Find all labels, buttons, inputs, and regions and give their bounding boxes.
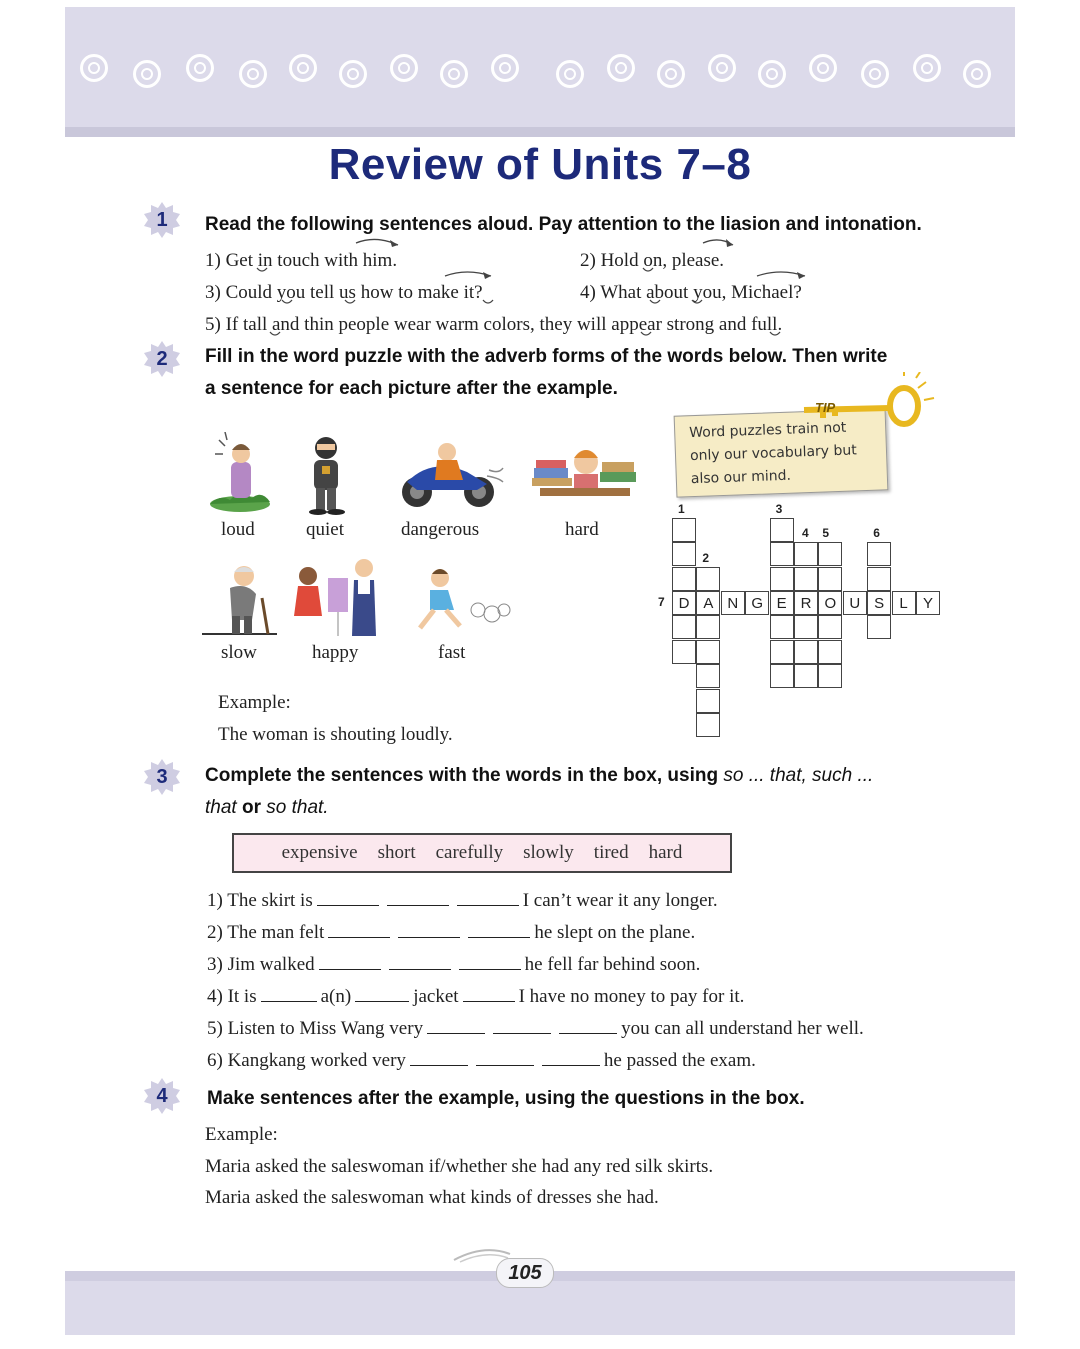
section-4-example-label: Example: [205, 1124, 278, 1145]
answer-blank[interactable] [476, 1064, 534, 1066]
sentence-4: 4) What about you, Michael? [580, 282, 802, 303]
sentence-1: 1) Get in touch with him. [205, 250, 398, 271]
puzzle-cell[interactable]: S [867, 591, 891, 615]
item-4-mid1: a(n) [320, 986, 352, 1007]
word-happy: happy [312, 642, 359, 663]
answer-blank[interactable] [389, 968, 451, 970]
tip-label: TIP [815, 400, 836, 415]
section-2-instruction-line1: Fill in the word puzzle with the adverb forms of the words below. Then write [205, 346, 888, 367]
quiet-thief-illustration [296, 430, 356, 515]
section-1-instruction: Read the following sentences aloud. Pay attention to the liasion and intonation. [205, 214, 922, 235]
puzzle-clue-number: 5 [822, 526, 830, 541]
puzzle-cell[interactable] [794, 640, 818, 664]
item-3 [207, 954, 700, 976]
puzzle-clue-number: 7 [658, 595, 665, 609]
puzzle-cell[interactable] [770, 664, 794, 688]
puzzle-cell[interactable]: D [672, 591, 696, 615]
word-loud: loud [221, 519, 255, 540]
puzzle-cell[interactable] [696, 640, 720, 664]
item-2 [207, 922, 695, 944]
item-2-post: he slept on the plane. [534, 922, 696, 943]
answer-blank[interactable] [317, 904, 379, 906]
happy-shoppers-illustration [290, 556, 385, 638]
puzzle-cell[interactable] [770, 640, 794, 664]
puzzle-clue-number: 1 [678, 501, 685, 516]
item-4 [207, 986, 744, 1008]
puzzle-cell[interactable] [672, 542, 696, 566]
item-2-pre: 2) The man felt [207, 922, 325, 943]
answer-blank[interactable] [459, 968, 521, 970]
puzzle-cell[interactable] [696, 664, 720, 688]
instr3e: so that. [266, 797, 329, 818]
box-word-carefully: carefully [435, 842, 504, 863]
puzzle-cell[interactable] [696, 615, 720, 639]
shouting-woman-illustration [205, 432, 275, 512]
section-4-example-line1: Maria asked the saleswoman if/whether she had any red silk skirts. [205, 1156, 714, 1177]
item-4-post: I have no money to pay for it. [518, 986, 745, 1007]
section-2-instruction-line2: a sentence for each picture after the example. [205, 378, 618, 399]
word-quiet: quiet [306, 519, 344, 540]
example-sentence: The woman is shouting loudly. [218, 724, 453, 745]
puzzle-cell[interactable] [818, 542, 842, 566]
puzzle-cell[interactable] [818, 664, 842, 688]
answer-blank[interactable] [468, 936, 530, 938]
word-hard: hard [565, 519, 599, 540]
box-word-expensive: expensive [281, 842, 358, 863]
section-1-number: 1 [143, 201, 181, 239]
puzzle-cell[interactable] [770, 542, 794, 566]
item-6-pre: 6) Kangkang worked very [207, 1050, 406, 1071]
studying-boy-illustration [530, 438, 640, 513]
answer-blank[interactable] [319, 968, 381, 970]
item-4-mid2: jacket [413, 986, 459, 1007]
answer-blank[interactable] [493, 1032, 551, 1034]
example-label: Example: [218, 692, 291, 713]
puzzle-clue-number: 4 [802, 526, 809, 541]
box-word-short: short [377, 842, 416, 863]
sentence-3: 3) Could you tell us how to make it? [205, 282, 483, 303]
puzzle-cell[interactable]: N [721, 591, 745, 615]
puzzle-cell[interactable] [867, 567, 891, 591]
answer-blank[interactable] [463, 1000, 515, 1002]
puzzle-cell[interactable] [696, 689, 720, 713]
puzzle-cell[interactable] [672, 567, 696, 591]
answer-blank[interactable] [398, 936, 460, 938]
answer-blank[interactable] [457, 904, 519, 906]
puzzle-cell[interactable]: L [892, 591, 916, 615]
instr3a: Complete the sentences with the words in the box, using [205, 765, 724, 786]
answer-blank[interactable] [542, 1064, 600, 1066]
puzzle-cell[interactable]: O [818, 591, 842, 615]
old-man-illustration [202, 562, 277, 637]
puzzle-cell[interactable]: A [696, 591, 720, 615]
puzzle-cell[interactable] [818, 615, 842, 639]
item-1 [207, 890, 718, 912]
puzzle-clue-number: 2 [702, 550, 710, 565]
item-6 [207, 1050, 756, 1072]
puzzle-cell[interactable]: G [745, 591, 769, 615]
puzzle-cell[interactable] [696, 567, 720, 591]
puzzle-cell[interactable] [770, 518, 794, 542]
section-2-number: 2 [143, 340, 181, 378]
item-1-post: I can’t wear it any longer. [522, 890, 718, 911]
word-fast: fast [438, 642, 466, 663]
instr3b: so ... that, such ... [723, 765, 874, 786]
instr3d: or [236, 797, 267, 818]
puzzle-cell[interactable]: U [843, 591, 867, 615]
answer-blank[interactable] [328, 936, 390, 938]
motorbike-rider-illustration [397, 440, 507, 512]
puzzle-cell[interactable] [696, 713, 720, 737]
puzzle-cell[interactable] [867, 542, 891, 566]
item-4-pre: 4) It is [207, 986, 257, 1007]
puzzle-cell[interactable] [770, 567, 794, 591]
item-3-post: he fell far behind soon. [524, 954, 701, 975]
section-4-number: 4 [143, 1077, 181, 1115]
box-word-tired: tired [593, 842, 629, 863]
word-slow: slow [221, 642, 257, 663]
answer-blank[interactable] [261, 1000, 317, 1002]
puzzle-cell[interactable] [770, 615, 794, 639]
puzzle-cell[interactable] [794, 542, 818, 566]
puzzle-clue-number: 3 [775, 501, 783, 516]
sentence-5: 5) If tall and thin people wear warm colors, they will appear strong and full. [205, 314, 783, 335]
page-number: 105 [496, 1258, 554, 1288]
answer-blank[interactable] [559, 1032, 617, 1034]
answer-blank[interactable] [427, 1032, 485, 1034]
section-3-instruction-line2 [205, 792, 329, 824]
puzzle-cell[interactable] [794, 664, 818, 688]
section-4-instruction: Make sentences after the example, using the questions in the box. [207, 1088, 805, 1109]
puzzle-cell[interactable]: E [770, 591, 794, 615]
word-box [232, 833, 732, 873]
puzzle-cell[interactable] [867, 615, 891, 639]
box-word-hard: hard [648, 842, 683, 863]
item-1-pre: 1) The skirt is [207, 890, 313, 911]
item-5-pre: 5) Listen to Miss Wang very [207, 1018, 424, 1039]
puzzle-clue-number: 6 [873, 526, 880, 541]
puzzle-cell[interactable] [672, 615, 696, 639]
sentence-2: 2) Hold on, please. [580, 250, 725, 271]
puzzle-cell[interactable]: Y [916, 591, 940, 615]
liaison-marks [0, 0, 1080, 340]
answer-blank[interactable] [355, 1000, 409, 1002]
running-girl-illustration [400, 566, 515, 634]
puzzle-cell[interactable]: R [794, 591, 818, 615]
answer-blank[interactable] [387, 904, 449, 906]
section-3-number: 3 [143, 758, 181, 796]
section-3-instruction-line1 [205, 760, 873, 792]
item-6-post: he passed the exam. [603, 1050, 756, 1071]
item-5 [207, 1018, 864, 1040]
puzzle-cell[interactable] [794, 615, 818, 639]
section-4-example-line2: Maria asked the saleswoman what kinds of dresses she had. [205, 1187, 659, 1208]
puzzle-cell[interactable] [818, 640, 842, 664]
answer-blank[interactable] [410, 1064, 468, 1066]
page-title: Review of Units 7–8 [328, 140, 752, 189]
box-word-slowly: slowly [523, 842, 574, 863]
item-5-post: you can all understand her well. [621, 1018, 864, 1039]
puzzle-cell[interactable] [794, 567, 818, 591]
item-3-pre: 3) Jim walked [207, 954, 315, 975]
puzzle-cell[interactable] [818, 567, 842, 591]
tip-text: Word puzzles train not only our vocabulary but also our mind. [688, 419, 858, 488]
puzzle-cell[interactable] [672, 518, 696, 542]
instr3c: that [205, 797, 237, 818]
puzzle-cell[interactable] [672, 640, 696, 664]
word-dangerous: dangerous [401, 519, 480, 540]
